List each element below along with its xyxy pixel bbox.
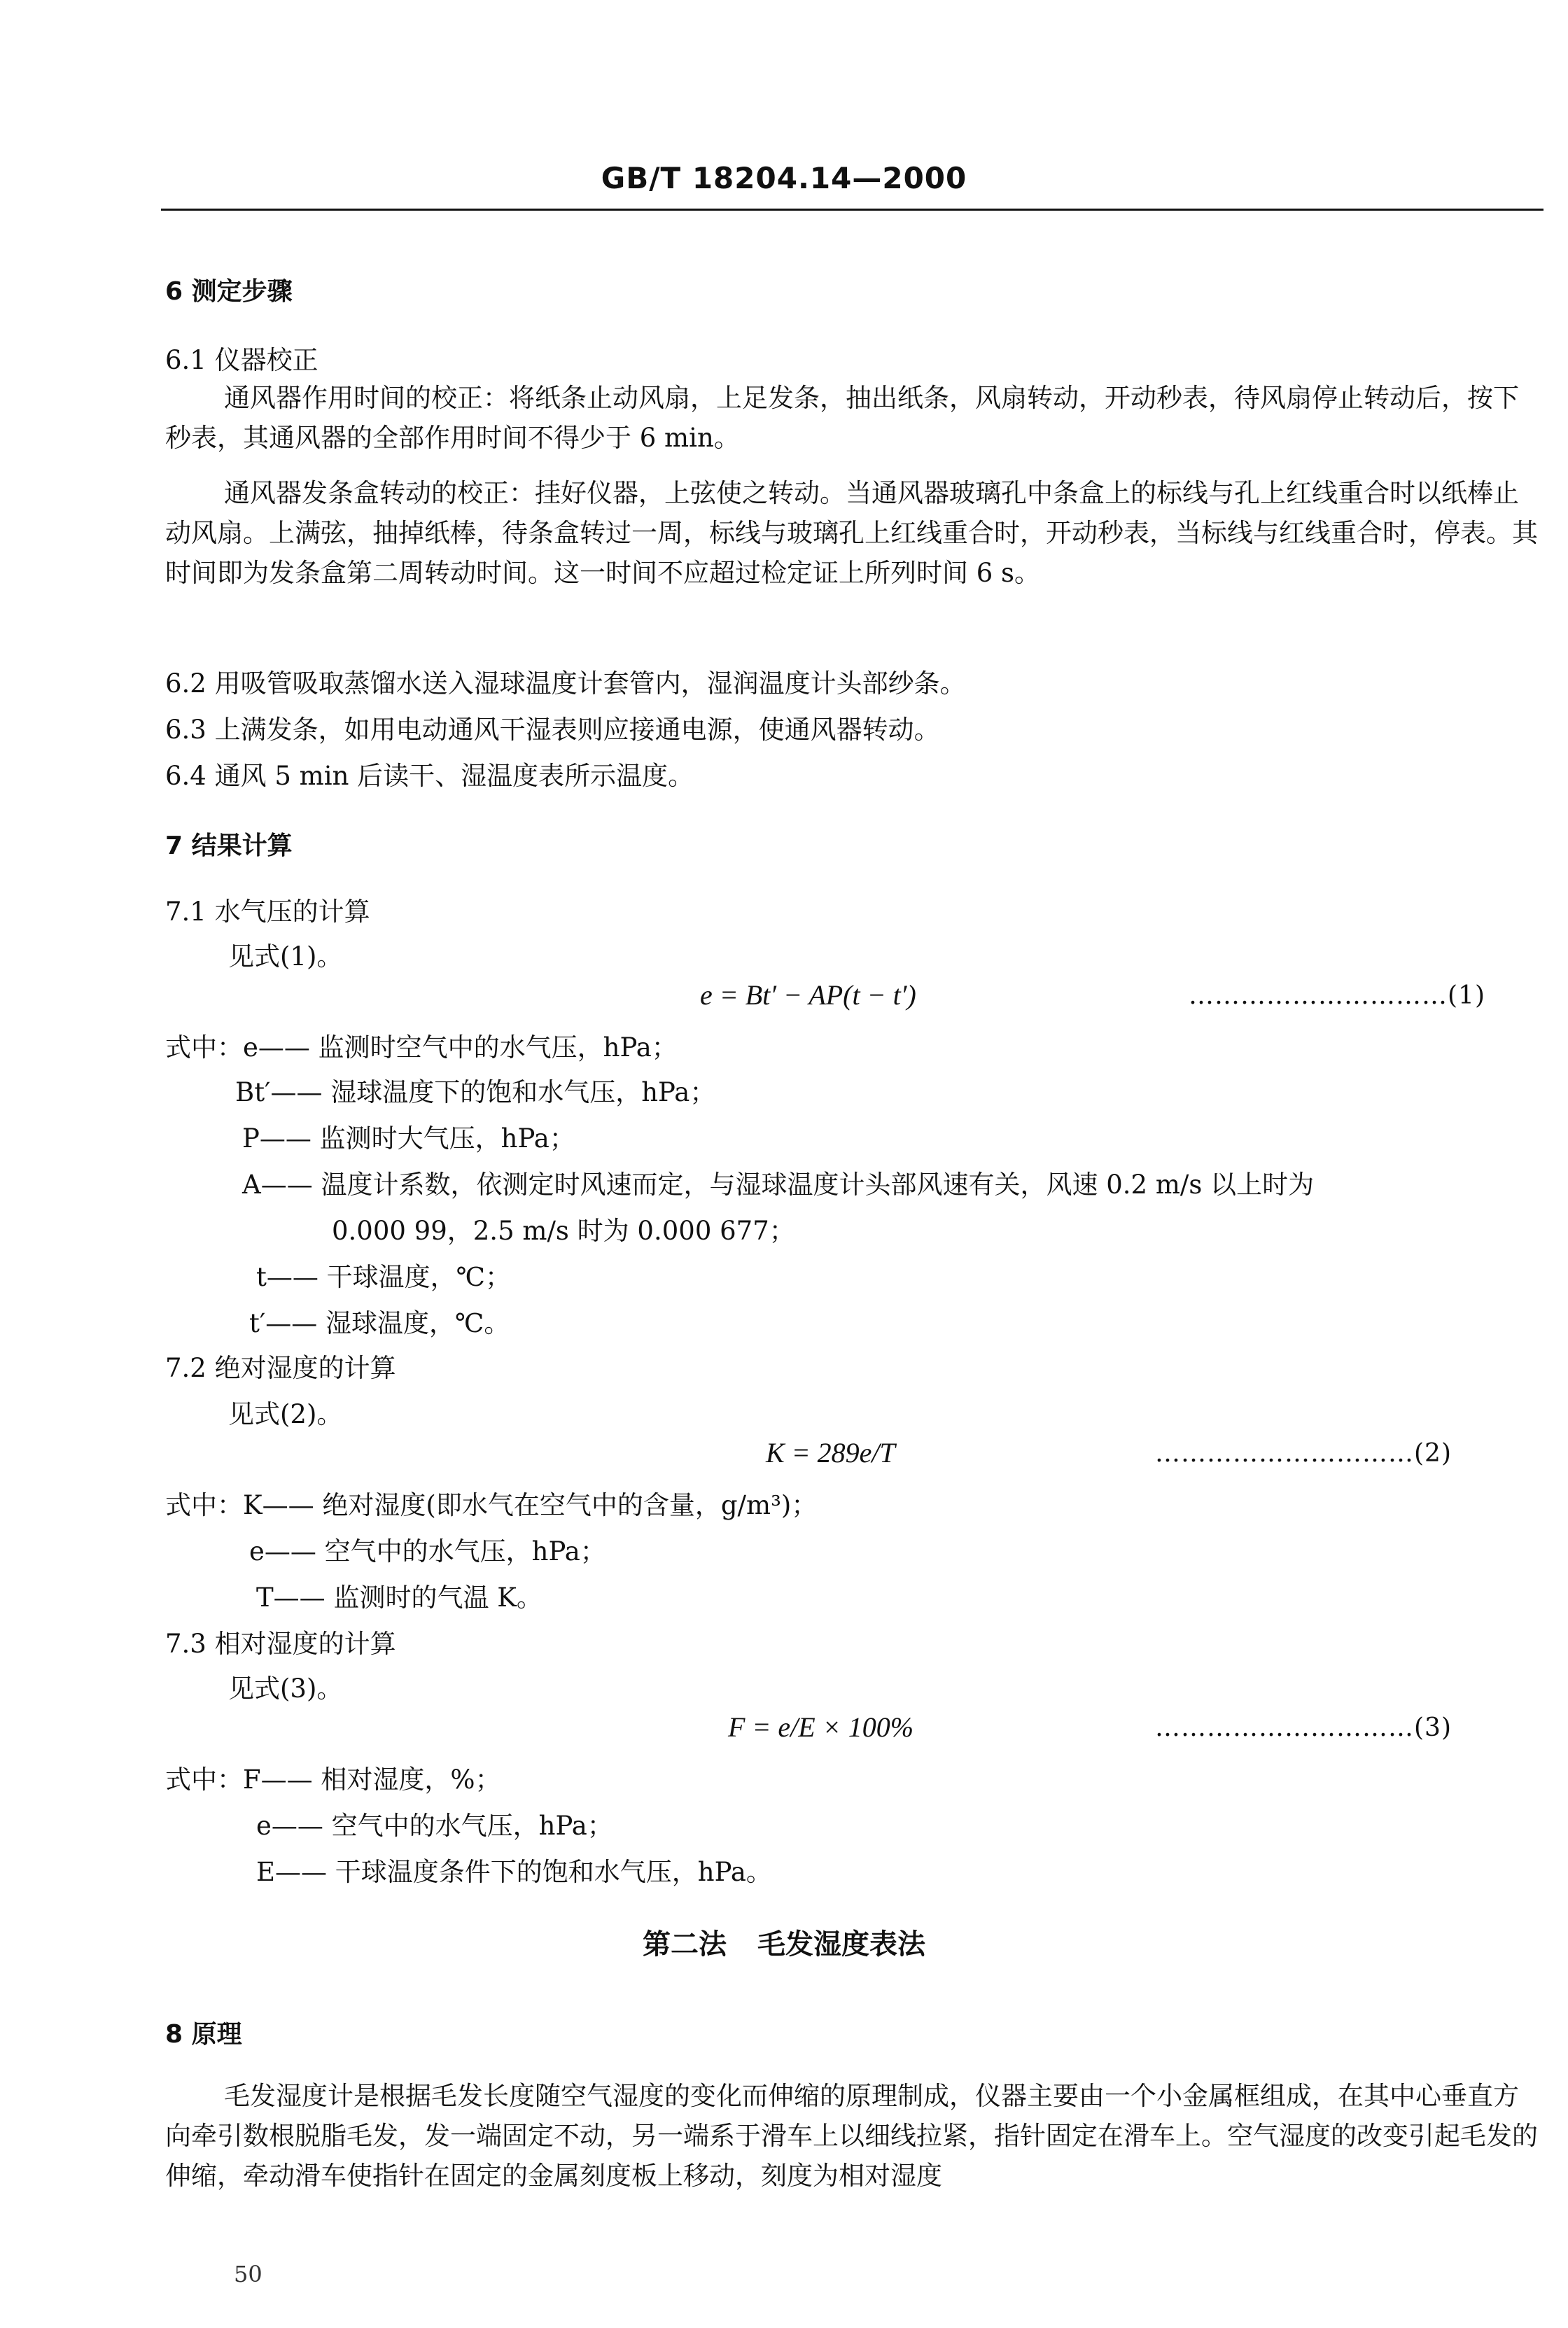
section-7-1-title: 7.1 水气压的计算 xyxy=(165,897,370,927)
definition-line: A—— 温度计系数，依测定时风速而定，与湿球温度计头部风速有关，风速 0.2 m/s 以上时为 xyxy=(242,1170,1315,1200)
definition-line: 0.000 99，2.5 m/s 时为 0.000 677； xyxy=(332,1216,795,1246)
paragraph: 通风器发条盒转动的校正：挂好仪器，上弦使之转动。当通风器玻璃孔中条盒上的标线与孔上红线重合时以纸棒止动风扇。上满弦，抽掉纸棒，待条盒转过一周，标线与玻璃孔上红线重合时，开动秒表，当标线与红线重合时，停表。其时间即为发条盒第二周转动时间。这一时间不应超过检定证上所列时间 6 s。 xyxy=(165,478,1538,588)
section-8-title: 8 原理 xyxy=(165,2020,242,2049)
definition-line: Bt′—— 湿球温度下的饱和水气压，hPa； xyxy=(235,1077,716,1107)
definition-line: 式中：F—— 相对湿度，%； xyxy=(165,1765,501,1795)
header-rule xyxy=(161,209,1544,211)
section-7-2-title: 7.2 绝对湿度的计算 xyxy=(165,1353,396,1383)
page-number: 50 xyxy=(234,2261,262,2287)
definition-line: e—— 空气中的水气压，hPa； xyxy=(256,1811,613,1841)
section-6-4: 6.4 通风 5 min 后读干、湿温度表所示温度。 xyxy=(165,761,694,791)
definition-line: P—— 监测时大气压，hPa； xyxy=(242,1123,575,1154)
section-6-title: 6 测定步骤 xyxy=(165,277,293,306)
definition-line: e—— 空气中的水气压，hPa； xyxy=(249,1536,606,1566)
definition-line: 式中：e—— 监测时空气中的水气压，hPa； xyxy=(165,1032,678,1063)
section-6-3: 6.3 上满发条，如用电动通风干湿表则应接通电源，使通风器转动。 xyxy=(165,715,940,745)
equation-number-3: …………………………(3) xyxy=(1155,1713,1452,1742)
document-header: GB/T 18204.14—2000 xyxy=(601,161,967,195)
formula-1: e = Bt′ − AP(t − t′) xyxy=(700,979,916,1011)
paragraph: 毛发湿度计是根据毛发长度随空气湿度的变化而伸缩的原理制成，仪器主要由一个小金属框组成，在其中心垂直方向牵引数根脱脂毛发，发一端固定不动，另一端系于滑车上以细线拉紧，指针固定在滑车上。空气湿度的改变引起毛发的伸缩，牵动滑车使指针在固定的金属刻度板上移动，刻度为相对湿度 xyxy=(165,2081,1538,2191)
section-7-3-title: 7.3 相对湿度的计算 xyxy=(165,1629,396,1659)
definition-line: 式中：K—— 绝对湿度(即水气在空气中的含量，g/m³)； xyxy=(165,1490,818,1520)
formula-3: F = e/E × 100% xyxy=(728,1711,914,1743)
equation-number-1: …………………………(1) xyxy=(1189,981,1485,1010)
definition-line: t—— 干球温度，℃； xyxy=(256,1262,512,1292)
section-6-1-title: 6.1 仪器校正 xyxy=(165,345,318,375)
formula-reference: 见式(2)。 xyxy=(228,1399,343,1429)
formula-reference: 见式(3)。 xyxy=(228,1674,343,1704)
paragraph: 通风器作用时间的校正：将纸条止动风扇，上足发条，抽出纸条，风扇转动，开动秒表，待风扇停止转动后，按下秒表，其通风器的全部作用时间不得少于 6 min。 xyxy=(165,383,1519,453)
section-7-title: 7 结果计算 xyxy=(165,832,293,860)
formula-reference: 见式(1)。 xyxy=(228,941,343,972)
formula-2: K = 289e/T xyxy=(766,1437,895,1468)
definition-line: T—— 监测时的气温 K。 xyxy=(256,1583,542,1613)
section-6-2: 6.2 用吸管吸取蒸馏水送入湿球温度计套管内，湿润温度计头部纱条。 xyxy=(165,668,966,699)
definition-line: E—— 干球温度条件下的饱和水气压，hPa。 xyxy=(256,1857,772,1887)
equation-number-2: …………………………(2) xyxy=(1155,1439,1452,1468)
method-2-title: 第二法 毛发湿度表法 xyxy=(643,1928,925,1961)
definition-line: t′—— 湿球温度，℃。 xyxy=(249,1308,510,1338)
